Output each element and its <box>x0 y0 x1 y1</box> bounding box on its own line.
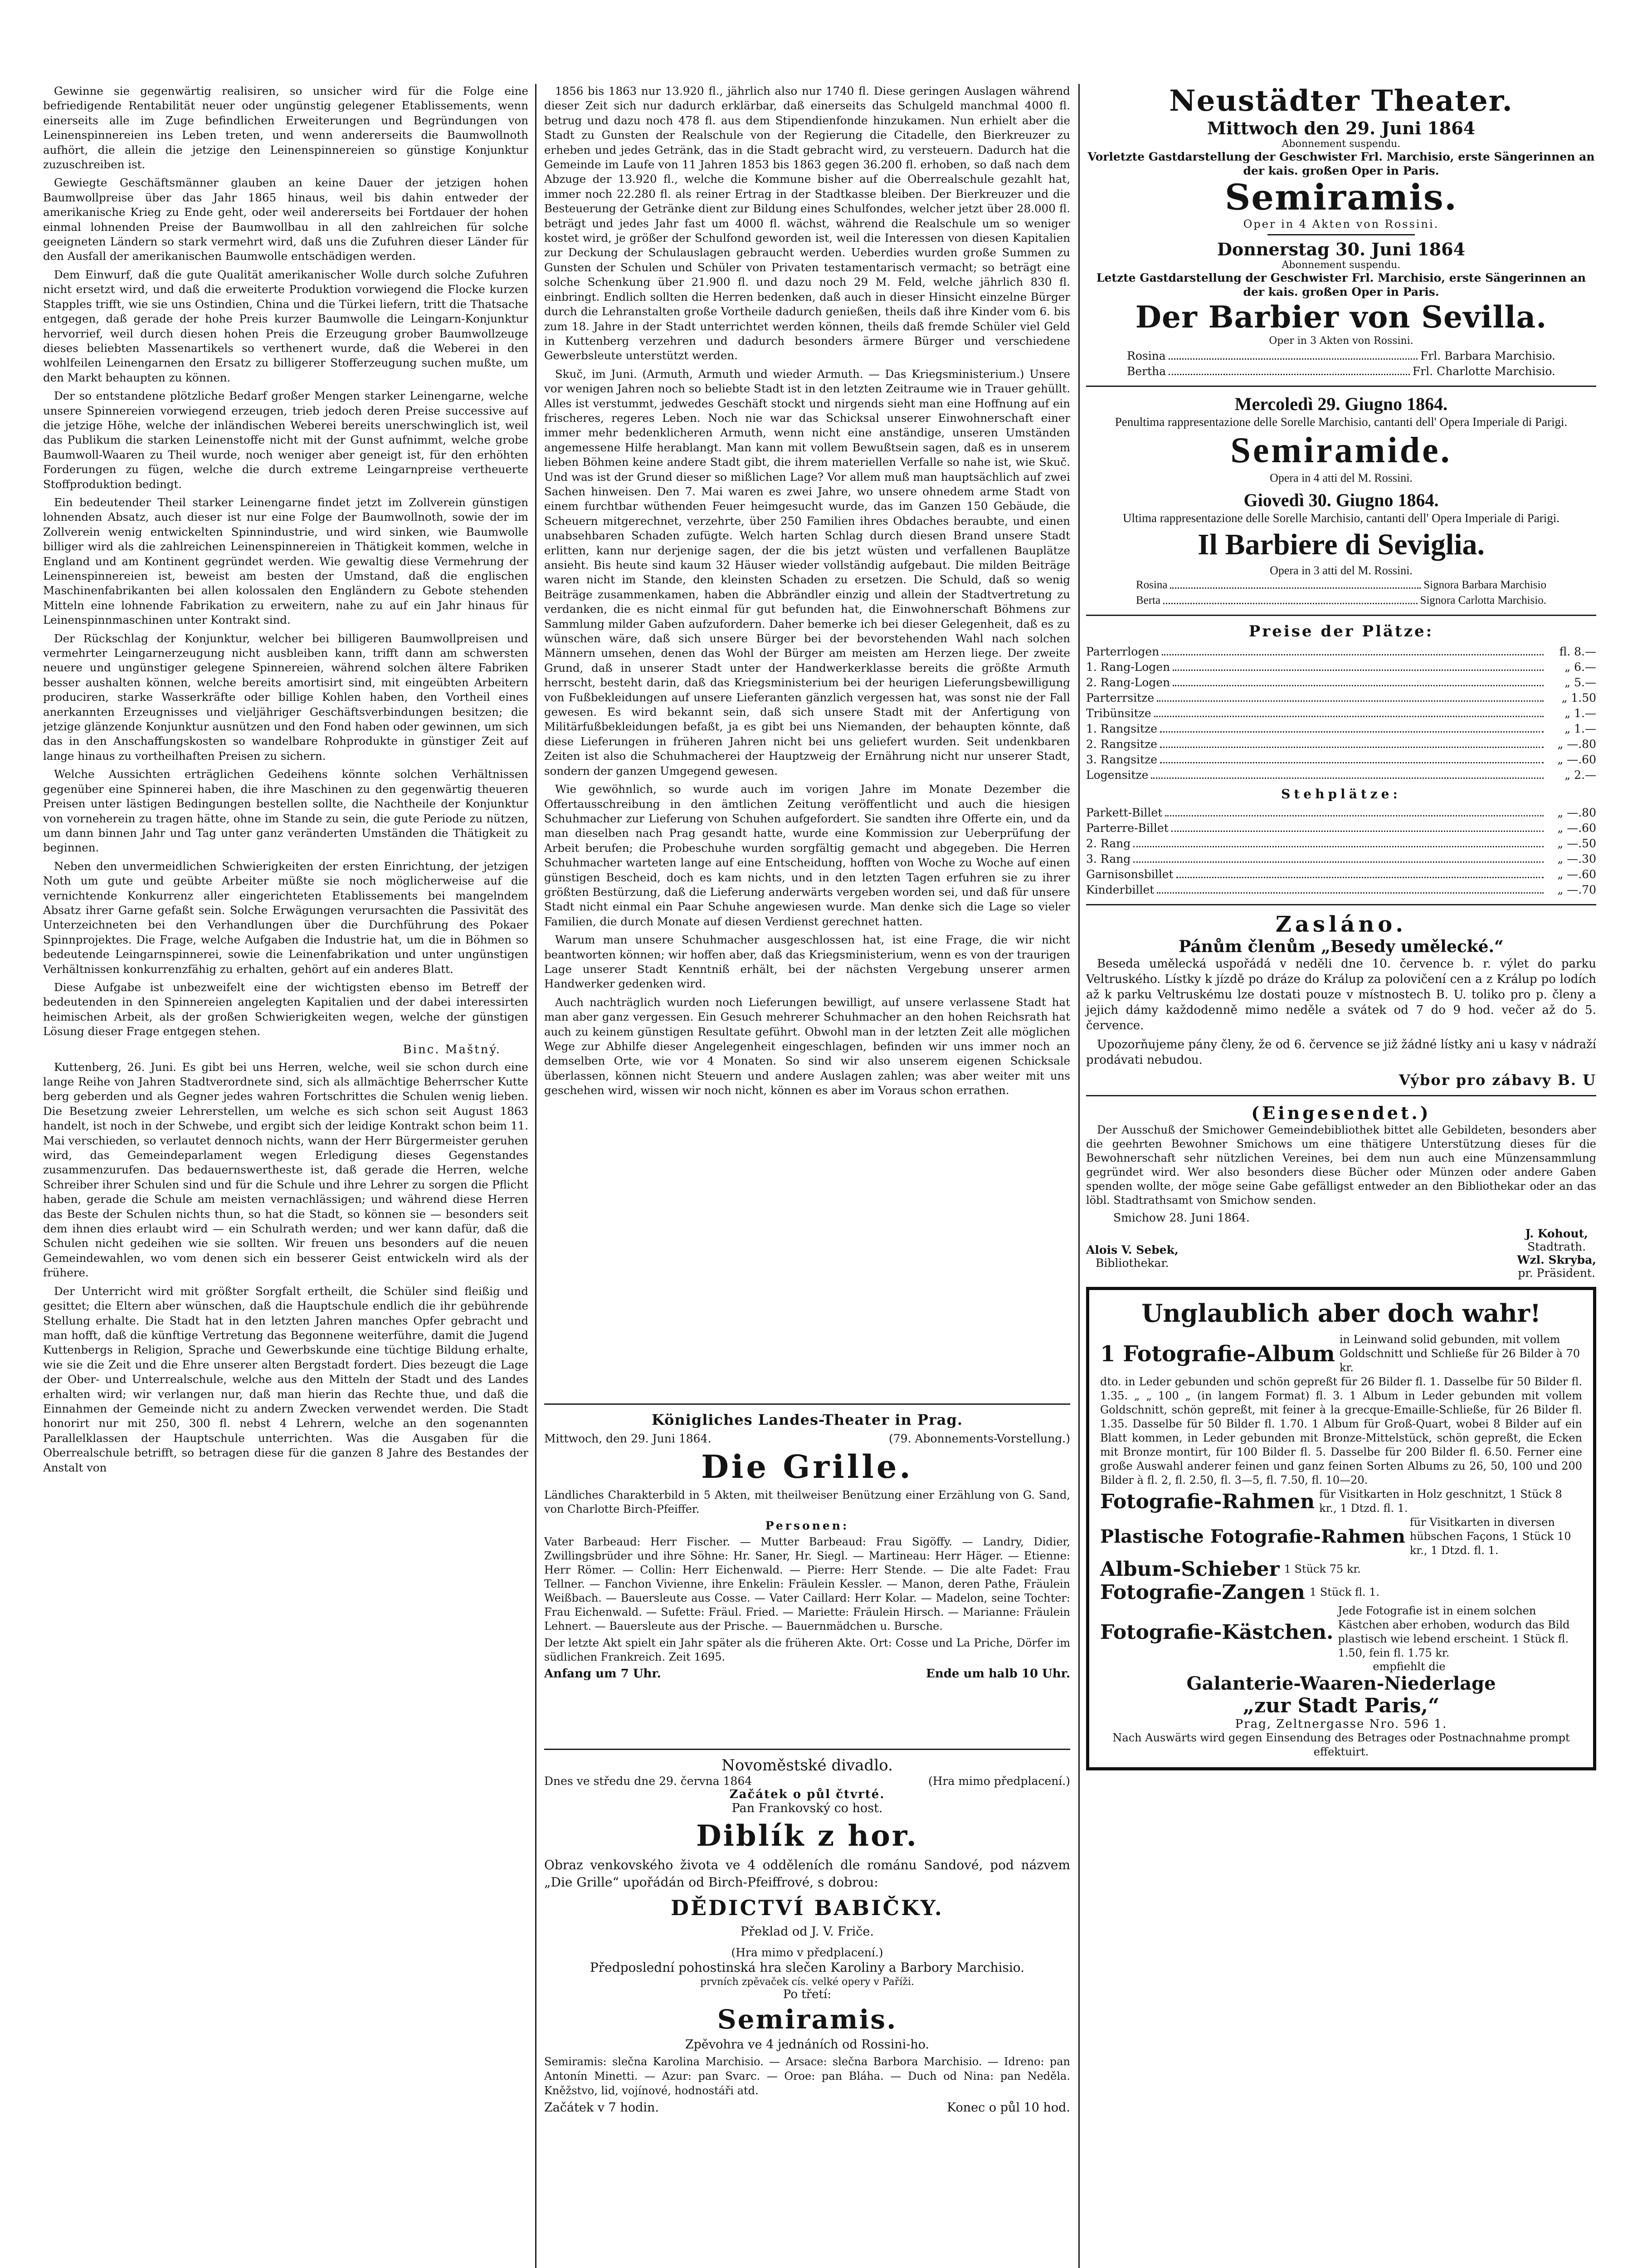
seat-label: 1. Rangsitze <box>1086 722 1158 735</box>
leader-dots <box>1160 752 1544 763</box>
kuttenberg-report-continued: Der Unterricht wird mit größter Sorgfalt ertheilt, die Schüler sind fleißig und gesittet; die Eltern aber wünschen, daß die Hauptschule endlich die ihr gebührende Stellung erhalte. Die Stadt hat in den letzten Jahren manches Opfer gebracht und man hofft, daß die künftige Vertretung das Begonnene weiterführe, damit die Jugend Kuttenbergs in Religion, Sprache und Gewerbskunde eine tüchtige Bildung erhalte, wie sie die Zeit und die Ehre unserer alten Bergstadt fordert. Dies bezeugt die Lage der Ober- und Unterrealschule, welche aus den Mitteln der Stadt und des Landes erhalten wird; wir verlangen nur, daß man hierin das Rechte thue, und daß die Einnahmen der Gemeinde nicht zu andern Zwecken verwendet werden. Die Stadt honorirt nur mit 250, 300 fl. nebst 4 Lehrern, welche an den sogenannten Parallelklassen der Hauptschule unterrichten. Was die Ausgaben für die Oberrealschule betrifft, so betragen diese für die ganzen 8 Jahre des Bestandes der Anstalt von <box>43 1284 528 1474</box>
play-end: Ende um halb 10 Uhr. <box>926 1667 1070 1681</box>
neustadter-play1-sub: Oper in 4 Akten von Rossini. <box>1243 218 1439 230</box>
article-paragraph: Dem Einwurf, daß die gute Qualität amerikanischer Wolle durch solche Zufuhren nicht ersetzt wird, und daß die erweiterte Produktion vorwiegend die Flocke kurzen Stapples trifft, wie sie uns Ostindien, China und die Türkei liefern, tritt die Thatsache entgegen, daß gerade der hohe Preis kurzer Baumwolle die Leingarn-Konjunktur hervorrief, weil durch diesen hohen Preis die Erzeugung grober Baumwollzeuge dieses beliebten Massenartikels so verthenert wurde, daß die Weberei in den wohlfeilen Leinengarnen den Ersatz zu billigerer Stofferzeugung suchen mußte, um den Markt behaupten zu können. <box>43 268 528 384</box>
novomestske-play2: DĚDICTVÍ BABIČKY. <box>671 1896 944 1920</box>
price-row <box>1086 767 1596 783</box>
signature-role: Bibliothekar. <box>1096 1256 1169 1270</box>
cast-row <box>1136 593 1546 608</box>
seat-label: 3. Rangsitze <box>1086 753 1158 766</box>
novomestske-end2: Konec o půl 10 hod. <box>947 2101 1070 2115</box>
seat-price: „ 1.50 <box>1561 691 1596 704</box>
ad-footer: Nach Auswärts wird gegen Einsendung des Betrages oder Postnachnahme prompt effektuirt. <box>1112 1731 1570 1758</box>
zaslano-notice <box>1086 912 1596 1089</box>
ad-recommends: empfiehlt die <box>1373 1660 1446 1673</box>
eingesendet-signatures <box>1086 1227 1596 1280</box>
article-paragraph: Gewinne sie gegenwärtig realisiren, so unsicher wird für die Folge eine befriedigende Rentabilität neuer oder ungünstig gelegener Etablissements, wenn einerseits alle im Zuge befindlichen Erweiterungen und Begründungen von Leinenspinnereien ins Leben treten, und wenn andererseits die Baumwollnoth aufhört, die allein die jetzige den Leinenspinnereien so günstige Konjunktur zuzuschreiben ist. <box>43 84 528 171</box>
price-row <box>1086 821 1596 836</box>
cast-row <box>1127 364 1555 379</box>
kuttenberg-report: Kuttenberg, 26. Juni. Es gibt bei uns Herren, welche, weil sie schon durch eine lange Reihe von Jahren Stadtverordnete sind, sich als allmächtige Beherrscher Kutte berg geberden und als Gegner jedes wahren Fortschrittes die Schulen wenig lieben. Die Besetzung zweier Lehrerstellen, um welche es sich schon seit August 1863 handelt, ist noch in der Schwebe, und ergibt sich der leidige Kontrakt schon beim 11. Mai verschieden, so verlautet dennoch nichts, wann der Herr Bürgermeister geruhen wird, das Gemeindeparlament wegen Erledigung dieses Gegenstandes zusammenzurufen. Das bedauernswertheste ist, daß gerade die Herren, welche Schreiber ihrer Schulen sind und für die Schule und ihre Lehrer zu sorgen die Pflicht haben, gerade die Schule am meisten vernachlässigen; und während diese Herren das Beste der Schulen nichts thun, so hat die Stadt, so können sie — besonders seit dem ihnen dies erlaubt wird — ein Schulrath werden; und wer kann dafür, daß die Schulen nicht gedeihen wie sie sollten. Wir freuen uns besonders auf die neuen Gemeindewahlen, wo vom denen sich ein besserer Geist entwickeln wird als der frühere. <box>43 1060 528 1280</box>
seat-price: „ 5.— <box>1564 676 1596 689</box>
seat-label: Logensitze <box>1086 768 1149 782</box>
signature-role: pr. Präsident. <box>1518 1266 1595 1280</box>
play-description: Ländliches Charakterbild in 5 Akten, mit theilweiser Benützung einer Erzählung von G. Sand, von Charlotte Birch-Pfeiffer. <box>544 1489 1070 1515</box>
seat-price: fl. 8.— <box>1559 645 1596 658</box>
play-title: Die Grille. <box>701 1448 913 1486</box>
ad-big-text: Fotografie-Rahmen <box>1100 1490 1315 1513</box>
seat-label: Parterrlogen <box>1086 645 1160 658</box>
neustadter-wed: Mittwoch den 29. Juni 1864 <box>1207 118 1476 138</box>
price-row <box>1086 737 1596 752</box>
theater-abonnement: (79. Abonnements-Vorstellung.) <box>889 1432 1070 1445</box>
novomestske-times <box>544 2101 1070 2115</box>
play-start: Anfang um 7 Uhr. <box>544 1667 661 1681</box>
cast-actor: Frl. Barbara Marchisio. <box>1420 349 1555 362</box>
seat-price: „ 6.— <box>1564 660 1596 674</box>
ad-line <box>1100 1487 1582 1515</box>
ad-small-text: für Visitkarten in Holz geschnitzt, 1 Stück 8 kr., 1 Dtzd. fl. 1. <box>1319 1488 1562 1515</box>
price-row <box>1086 675 1596 690</box>
italian-cast <box>1086 577 1596 608</box>
ad-small-text: Jede Fotografie ist in einem solchen Kästchen aber erhoben, wodurch das Bild plastisch wie lebend erscheint. 1 Stück fl. 1.50, fein fl. 1.75 kr. <box>1338 1604 1570 1659</box>
seat-price-rows <box>1086 644 1596 783</box>
persons-heading: Personen: <box>765 1519 849 1532</box>
leader-dots <box>1169 364 1410 375</box>
seat-price: „ 1.— <box>1564 707 1596 720</box>
neustadter-play2: Der Barbier von Sevilla. <box>1135 299 1547 335</box>
seat-label: Parterre-Billet <box>1086 821 1169 835</box>
article-paragraph: Diese Aufgabe ist unbezweifelt eine der wichtigsten ebenso im Betreff der bedeutenden in den Spinnereien angelegten Kapitalien und der dabei interessirten heimischen Arbeit, als der großen Schwierigkeiten wegen, welche der günstigen Lösung dieser Frage entgegen stehen. <box>43 980 528 1038</box>
middle-column <box>544 84 1070 2268</box>
ad-small-text: für Visitkarten in diversen hübschen Façons, 1 Stück 10 kr., 1 Dtzd. fl. 1. <box>1409 1516 1571 1557</box>
neustadter-cast <box>1086 348 1596 379</box>
italian-play2: Il Barbiere di Seviglia. <box>1197 528 1485 561</box>
leader-dots <box>1165 805 1544 816</box>
article-paragraph: Warum man unsere Schuhmacher ausgeschlossen hat, ist eine Frage, die wir nicht beantworten können; wir hoffen aber, daß das Kriegsministerium, wenn es von der traurigen Lage unserer Stadt Kenntniß erhält, bei der nächsten Vergebung unserer armen Handwerker gedenken wird. <box>544 933 1070 991</box>
section-divider <box>1086 386 1596 387</box>
newspaper-page <box>43 84 1596 2268</box>
price-row <box>1086 706 1596 721</box>
zaslano-text: Beseda umělecká uspořádá v neděli dne 10. července b. r. výlet do parku Veltruského. Lístky k jízdě po dráze do Králup za polovičení cen a z Králup po lodích až k parku Veltruskému lze dostati pouze v místnostech B. U. toliko pro p. členy a jejich dámy každodenně mimo neděle a svátek od 7 do 9 hod. večer až do 5. července. <box>1086 957 1596 1032</box>
neustadter-play1: Semiramis. <box>1225 177 1457 218</box>
middle-articles <box>544 84 1070 1397</box>
leader-dots <box>1133 851 1544 863</box>
section-divider <box>1086 615 1596 616</box>
price-row <box>1086 882 1596 898</box>
leader-dots <box>1151 767 1544 779</box>
article-paragraph: Wie gewöhnlich, so wurde auch im vorigen Jahre im Monate Dezember die Offertausschreibung in den ämtlichen Zeitung veröffentlicht und auch die hiesigen Schuhmacher zur Lieferung von Schuhen aufgefordert. Sie sandten ihre Offerte ein, und da man dieselben nach Prag gesandt hatte, wurde eine Kommission zur Ueberprüfung der Arbeit berufen; die Probeschuhe wurden sorgfältig gemacht und abgegeben. Die Herren Schuhmacher warteten lange auf eine Entscheidung, hofften von Woche zu Woche auf einen günstigen Bescheid, doch es kam nichts, und in den letzten Tagen erfuhren sie zu ihrer größten Bestürzung, daß die Lieferung anderwärts vergeben worden sei, und daß für unsere Stadt nicht einmal ein Paar Schuhe angewiesen wurde. Man denke sich die Lage so vieler Familien, die durch Monate auf diesen Verdienst gerechnet hatten. <box>544 782 1070 928</box>
neustadter-wed-desc: Vorletzte Gastdarstellung der Geschwister Frl. Marchisio, erste Sängerinnen an der kais. großen Oper in Paris. <box>1087 150 1595 177</box>
novomestske-third: Po třetí: <box>783 1988 832 2001</box>
leader-dots <box>1160 737 1544 748</box>
seat-price: „ 1.— <box>1564 722 1596 735</box>
ad-big-text: Album-Schieber <box>1100 1558 1280 1581</box>
seat-price: „ —.70 <box>1557 883 1596 896</box>
section-divider <box>1086 904 1596 905</box>
article-paragraph: Welche Aussichten erträglichen Gedeihens könnte solchen Verhältnissen gegenüber eine Spinnerei haben, die ihre Maschinen zu den gegenwärtig theueren Preisen unter lästigen Bedingungen bestellen sollte, die Nachtheile der Konjunktur von vorneherein zu tragen hätte, ohne im Stande zu sein, die gute Periode zu nützen, um dann binnen Jahr und Tag unter ganz veränderten Umständen die Thätigkeit zu beginnen. <box>43 767 528 855</box>
theater-dateline <box>544 1432 1070 1445</box>
article-paragraph: 1856 bis 1863 nur 13.920 fl., jährlich also nur 1740 fl. Diese geringen Auslagen während dieser Zeit sich nur dadurch erklärbar, daß einerseits das Schulgeld manchmal 4000 fl. betrug und dazu noch 478 fl. aus dem Stipendienfonde hinzukamen. Nun erhielt aber die Stadt zu Gunsten der Realschule von der Regierung die Citadelle, den Bierkreuzer zu erheben und jedes Getränk, das in die Stadt gebracht wird, zu versteuern. Dadurch hat die Gemeinde im Laufe von 11 Jahren 1853 bis 1863 gegen 36.200 fl. erhoben, so daß nach dem Abzuge der 13.920 fl., welche die Kommune bisher auf die Oberrealschule gezahlt hat, immer noch 22.280 fl. als reiner Ertrag in der Stadtkasse bleiben. Der Bierkreuzer und die Besteuerung der Getränke dient zur Bildung eines Schulfondes, welcher jetzt über 28.000 fl. beträgt und jedes Jahr fast um 4000 fl. wächst, während die Realschule um so weniger kostet wird, je größer der Schulfond geworden ist, weil die Interessen von diesen Kapitalien zur Deckung der Schulauslagen gebraucht werden. Ueberdies wurden große Summen zu Gunsten der Schulen und Schüler von Privaten testamentarisch vermacht; so beträgt eine solche Schenkung über 21.900 fl. und dazu noch 29 M. Feld, welche jährlich 830 fl. einbringt. Endlich sollten die Herren bedenken, daß auch in dieser Hinsicht einzelne Bürger durch die Lehranstalten große Vortheile dadurch genießen, theils daß ihre Kinder vom 6. bis zum 18. Jahre in der Stadt unterrichtet werden können, theils daß fremde Schüler viel Geld in Kuttenberg verzehren und dadurch besonders ärmere Bürger und verschiedene Gewerbsleute unterstützt werden. <box>544 84 1070 362</box>
italian-notice <box>1086 393 1596 608</box>
seat-label: 1. Rang-Logen <box>1086 660 1170 674</box>
cast-role: Rosina <box>1136 579 1168 591</box>
column-rule <box>535 84 536 2268</box>
eingesendet-text: Der Ausschuß der Smichower Gemeindebibliothek bittet alle Gebildeten, besonders aber die geehrten Bewohner Smichows um eine thätigere Unterstützung dieses für die Bewohnerschaft sehr nützlichen Vereines, bei dem nun auch eine Münzensammlung gegründet wird. Wer also besonders diese Bücher oder Münzen oder andere Gaben spenden wollte, der möge seine Gabe gefälligst entweder an den Bibliothekar oder an das löbl. Stadtrathsamt von Smichow senden. <box>1086 1124 1596 1207</box>
novomestske-date: Dnes ve středu dne 29. června 1864 <box>544 1774 752 1788</box>
eingesendet-title: (Eingesendet.) <box>1251 1103 1431 1123</box>
cast-row <box>1127 348 1555 364</box>
seat-price: „ 2.— <box>1564 768 1596 782</box>
novomestske-desc1: Obraz venkovského života ve 4 odděleních dle románu Sandové, pod názvem „Die Grille“ upořádán od Birch-Pfeiffrové, s dobrou: <box>544 1857 1070 1890</box>
novomestske-notice <box>544 1756 1070 2268</box>
zaslano-title: Zasláno. <box>1275 912 1407 937</box>
ad-line <box>1100 1581 1582 1604</box>
price-row <box>1086 805 1596 821</box>
price-row <box>1086 660 1596 675</box>
seat-price: „ —.50 <box>1557 837 1596 850</box>
seat-label: 2. Rang <box>1086 837 1131 850</box>
standing-title: Stehplätze: <box>1281 787 1401 802</box>
article-paragraph: Gewiegte Geschäftsmänner glauben an keine Dauer der jetzigen hohen Baumwollpreise über das Jahr 1865 hinaus, weil bis dahin entweder der amerikanische Krieg zu Ende geht, oder weil andererseits bei Fortdauer der hohen einmal lohnenden Preise der Baumwollbau in all den zahlreichen für solche geeigneten Ländern so stark vermehrt wird, daß uns die Zufuhren dieser Länder für den Ausfall der amerikanischen Baumwolle entschädigen werden. <box>43 176 528 263</box>
landes-theater-notice <box>544 1411 1070 1742</box>
ad-text: dto. in Leder gebunden und schön gepreßt für 26 Bilder fl. 1. Dasselbe für 50 Bilder fl. 1.35. „ „ 100 „ (in langem Format) fl. 3. 1 Album in Leder gebunden mit vollem Goldschnitt, schön gepreßt, mit feiner à la grecque-Emaille-Schließe, für 26 Bilder fl. 1.35. Dasselbe für 50 Bilder fl. 1.70. 1 Album für Groß-Quart, wobei 8 Bilder auf ein Blatt kommen, in Leder gebunden mit Bronze-Mittelstück, schön gepreßt, die Ecken mit Bronze montirt, für 100 Bilder fl. 5. Dasselbe für 200 Bilder fl. 6.50. Ferner eine große Auswahl anderer feinen und ganz feinen Sorten Albums zu 26, 50, 100 und 200 Bilder à fl. 2, fl. 2.50, fl. 3—5, fl. 7.50, fl. 10—20. <box>1100 1375 1582 1486</box>
price-row <box>1086 851 1596 867</box>
italian-thu: Giovedì 30. Giugno 1864. <box>1243 490 1439 510</box>
italian-thu-desc: Ultima rappresentazione delle Sorelle Marchisio, cantanti dell' Opera Imperiale di Parigi. <box>1122 511 1559 525</box>
play-times <box>544 1667 1070 1681</box>
seat-label: 3. Rang <box>1086 852 1131 865</box>
seat-label: Kinderbillet <box>1086 883 1155 896</box>
section-divider <box>1086 1095 1596 1096</box>
leader-dots <box>1133 836 1544 847</box>
ad-small-text: in Leinwand solid gebunden, mit vollem Goldschnitt und Schließe für 26 Bilder à 70 kr. <box>1339 1333 1580 1374</box>
seat-price: „ —.60 <box>1557 868 1596 881</box>
seat-label: Tribünsitze <box>1086 707 1151 720</box>
seat-price: „ —.60 <box>1557 821 1596 835</box>
play-cast: Vater Barbeaud: Herr Fischer. — Mutter Barbeaud: Frau Sigöffy. — Landry, Didier, Zwillingsbrüder und ihre Söhne: Hr. Saner, Hr. Siegl. — Martineau: Herr Häger. — Etienne: Herr Römer. — Collin: Herr Eichenwald. — Pierre: Herr Stende. — Die alte Fadet: Frau Tellner. — Fanchon Vivienne, ihre Enkelin: Fräulein Kessler. — Manon, deren Pathe, Fräulein Weißbach. — Bauersleute aus Cosse. — Vater Caillard: Herr Kolar. — Madelon, seine Tochter: Frau Eichenwald. — Sufette: Fräul. Fried. — Mariette: Fräulein Hirsch. — Marianne: Fräulein Lehnert. — Bauersleute aus der Prische. — Bauernmädchen u. Bursche. <box>544 1535 1070 1633</box>
italian-play2-sub: Opera in 3 atti del M. Rossini. <box>1270 564 1413 577</box>
novomestske-desc3: Zpěvohra ve 4 jednáních od Rossini-ho. <box>685 2038 930 2052</box>
section-divider <box>544 1749 1070 1750</box>
eingesendet-place-date: Smichow 28. Juni 1864. <box>1113 1211 1250 1224</box>
seat-price: „ —.80 <box>1557 806 1596 819</box>
article-paragraph: Auch nachträglich wurden noch Lieferungen bewilligt, auf unsere verlassene Stadt hat man aber ganz vergessen. Ein Gesuch mehrerer Schuhmacher an den hohen Reichsrath hat auch zu keinem günstigen Resultate geführt. Obwohl man in der letzten Zeit alle möglichen Wege zur Abhilfe dieser Angelegenheit eingeschlagen, befinden wir uns immer noch an demselben Orte, wie vor 4 Monaten. So sind wir also unserem eigenen Schicksale überlassen, können nicht Steuern und andere Auslagen zahlen; was aber weiter mit uns geschehen wird, wissen wir noch nicht, können es aber im Voraus schon errathen. <box>544 995 1070 1097</box>
novomestske-guest: Pan Frankovský co host. <box>731 1801 883 1815</box>
zaslano-text2: Upozorňujeme pány členy, že od 6. července se již žádné lístky ani u kasy v nádraží prodávati nebudou. <box>1086 1038 1596 1067</box>
novomestske-date-note: (Hra mimo předplacení.) <box>928 1774 1070 1788</box>
neustadter-abon2: Abonnement suspendu. <box>1282 259 1401 271</box>
leader-dots <box>1157 882 1544 894</box>
theater-title: Königliches Landes-Theater in Prag. <box>651 1411 963 1428</box>
signature-name: Wzl. Skryba, <box>1517 1253 1596 1266</box>
ad-big-text: Fotografie-Zangen <box>1100 1581 1305 1604</box>
ad-line <box>1100 1558 1582 1581</box>
novomestske-title: Novoměstské divadlo. <box>721 1756 893 1774</box>
ad-title: Unglaublich aber doch wahr! <box>1141 1299 1541 1328</box>
signature-role: Stadtrath. <box>1527 1240 1586 1253</box>
column-rule <box>1078 84 1080 2268</box>
price-row <box>1086 721 1596 737</box>
photo-album-advertisement <box>1086 1287 1596 1770</box>
cast-actor: Signora Barbara Marchisio <box>1423 579 1546 591</box>
ad-shop2: „zur Stadt Paris,“ <box>1243 1694 1440 1717</box>
cast-role: Bertha <box>1127 365 1166 378</box>
neustadter-theater-notice <box>1086 84 1596 379</box>
leader-dots <box>1173 660 1544 671</box>
leader-dots <box>1169 348 1418 360</box>
leader-dots <box>1170 577 1421 589</box>
neustadter-play2-sub: Oper in 3 Akten von Rossini. <box>1269 335 1413 347</box>
right-column <box>1086 84 1596 1770</box>
price-list <box>1086 622 1596 898</box>
novomestske-farewell: Předposlední pohostinská hra slečen Karoliny a Barbory Marchisio. <box>590 1960 1025 1975</box>
ad-big-text: Fotografie-Kästchen. <box>1100 1620 1334 1644</box>
italian-wed-desc: Penultima rappresentazione delle Sorelle Marchisio, cantanti dell' Opera Imperiale di Parigi. <box>1115 415 1568 429</box>
novomestske-dateline <box>544 1774 1070 1788</box>
ad-small-text: 1 Stück 75 kr. <box>1284 1563 1361 1575</box>
novomestske-play3: Semiramis. <box>717 2004 897 2035</box>
seat-label: Parkett-Billet <box>1086 806 1163 819</box>
section-divider <box>544 1403 1070 1405</box>
seat-label: Parterrsitze <box>1086 691 1155 704</box>
novomestske-play1: Diblík z hor. <box>696 1819 918 1853</box>
ad-big-text: Plastische Fotografie-Rahmen <box>1100 1526 1405 1547</box>
price-row <box>1086 644 1596 660</box>
article-signature: Binc. Maštný. <box>403 1042 501 1056</box>
signature-block <box>1086 1227 1179 1280</box>
leader-dots <box>1154 706 1544 717</box>
neustadter-thu-desc: Letzte Gastdarstellung der Geschwister Frl. Marchisio, erste Sängerinnen an der kais. großen Oper in Paris. <box>1096 271 1586 298</box>
ad-line <box>1100 1333 1582 1375</box>
leader-dots <box>1160 721 1544 733</box>
leader-dots <box>1176 867 1544 878</box>
signature-name: Alois V. Sebek, <box>1086 1243 1179 1256</box>
cast-role: Berta <box>1136 594 1161 606</box>
novomestske-note2: (Hra mimo v předplacení.) <box>731 1946 883 1959</box>
signature-name: J. Kohout, <box>1525 1227 1588 1240</box>
ad-line <box>1100 1604 1582 1660</box>
leader-dots <box>1162 644 1544 655</box>
seat-price: „ —.60 <box>1557 753 1596 766</box>
novomestske-start: Začátek o půl čtvrté. <box>729 1788 885 1801</box>
seat-label: 2. Rangsitze <box>1086 738 1158 751</box>
ad-shop: Galanterie-Waaren-Niederlage <box>1186 1673 1496 1694</box>
novomestske-farewell2: prvních zpěvaček cís. velké opery v Paříži. <box>700 1976 914 1988</box>
signature-block <box>1517 1227 1596 1280</box>
price-row <box>1086 836 1596 851</box>
seat-label: Garnisonsbillet <box>1086 868 1174 881</box>
eingesendet-notice <box>1086 1103 1596 1280</box>
cast-actor: Frl. Charlotte Marchisio. <box>1412 365 1555 378</box>
neustadter-title: Neustädter Theater. <box>1169 84 1513 118</box>
article-paragraph: Der so entstandene plötzliche Bedarf großer Mengen starker Leinengarne, welche unsere Spinnereien vorwiegend erzeugen, trieb jedoch deren Preise successive auf die jetzige Höhe, welche der inländischen Weberei bereits unerschwinglich ist, weil das Publikum die starken Leinenstoffe nicht mit der Gunst aufnimmt, welche grobe Baumwoll-Waaren zu Theil wurde, noch weniger aber geneigt ist, für den erhöhten Forderungen zu fügen, welche die durch extreme Leingarnpreise vertheuerte Stoffproduktion bedingt. <box>43 389 528 491</box>
seat-price: „ —.80 <box>1557 738 1596 751</box>
price-row <box>1086 752 1596 767</box>
neustadter-abon1: Abonnement suspendu. <box>1282 138 1401 150</box>
italian-wed: Mercoledì 29. Giugno 1864. <box>1234 394 1448 414</box>
prices-title: Preise der Plätze: <box>1248 622 1434 640</box>
seat-label: 2. Rang-Logen <box>1086 676 1170 689</box>
novomestske-translator: Překlad od J. V. Friče. <box>741 1925 874 1939</box>
italian-play1: Semiramide. <box>1230 430 1452 470</box>
ad-small-text: 1 Stück fl. 1. <box>1309 1586 1380 1598</box>
cast-actor: Signora Carlotta Marchisio. <box>1420 594 1546 606</box>
neustadter-thu: Donnerstag 30. Juni 1864 <box>1217 239 1466 259</box>
theater-date: Mittwoch, den 29. Juni 1864. <box>544 1432 711 1445</box>
article-paragraph: Skuč, im Juni. (Armuth, Armuth und wieder Armuth. — Das Kriegsministerium.) Unsere vor wenigen Jahren noch so beliebte Stadt ist in den letzten Zeitraume wie in Trauer gehüllt. Alles ist verstummt, jedwedes Geschäft stockt und nirgends sieht man eine Hoffnung auf ein frischeres, regeres Leben. Noch nie war das Schicksal unserer Einwohnerschaft einer immer mehr bedenklicheren Armuth, wenn nicht eine anständige, unseren Umständen angemessene Hilfe herablangt. Man kann mit vollem Bewußtsein sagen, daß es in unserem lieben Böhmen keine andere Stadt gibt, die ihrem materiellen Verfalle so nahe ist, wie Skuč. Und was ist der Grund dieser so mißlichen Lage? Vor allem muß man hauptsächlich auf zwei Sachen hinweisen. Den 7. Mai waren es zwei Jahre, wo unsere ohnedem arme Stadt von einem furchtbar wüthenden Feuer heimgesucht wurde, das im Ganzen 150 Gebäude, die Scheuern mitgerechnet, verzehrte, über 250 Familien ihres Obdaches beraubte, und einen unabsehbaren Schaden zufügte. Welch harten Schlag durch diesen Brand unsere Stadt erlitten, kann nur derjenige sagen, der die bis jetzt wüsten und verfallenen Bauplätze ansieht. Bis heute sind kaum 32 Häuser wieder vollständig aufgebaut. Die milden Beiträge waren nicht im Stande, den kleinsten Schaden zu ersetzen. Die Schuld, daß so wenig Beiträge zusammenkamen, haben die Abbrändler einzig und allein der Stadtvertretung zu verdanken, die es nicht einmal für gut befunden hat, die Einwohnerschaft Böhmens zur Sammlung milder Gaben aufzufordern. Daher bemerke ich bei dieser Gelegenheit, daß es zu wünschen wäre, daß sich unsere Bürger bei der bevorstehenden Wahl nach solchen Männern umsehen, denen das Wohl der Bürger am meisten am Herzen liege. Der zweite Grund, daß in unserer Stadt unter der Handwerkerklasse bereits die größte Armuth herrscht, besteht darin, daß das Kriegsministerium bei der heurigen Lieferungsbewilligung von Fußbekleidungen auf unsere Lieferanten gänzlich vergessen hat, was sonst nie der Fall gewesen. Es wird bekannt sein, daß sich unsere Stadt mit der Anfertigung von Militärfußbekleidungen befaßt, ja es gibt bei uns Niemanden, der behaupten könnte, daß diese Lieferungen in früheren Jahren nicht bei uns geliefert wurden. Seit undenkbaren Zeiten ist also die Schuhmacherei der Hauptzweig der Ernährung nicht nur unserer Stadt, sondern der ganzen Umgegend gewesen. <box>544 367 1070 777</box>
leader-dots <box>1173 675 1544 686</box>
leader-dots <box>1163 593 1417 604</box>
article-paragraph: Der Rückschlag der Konjunktur, welcher bei billigeren Baumwollpreisen und vermehrter Leingarnerzeugung nicht ausbleiben kann, trifft dann am schwersten neuere und ungünstiger gelegene Spinnereien, während solchen ältere Fabriken besser aushalten können, welche bereits amortisirt sind, mit eingeübten Arbeitern produciren, starke Wasserkräfte oder billige Kohlen haben, den Vortheil eines anerkannten Erzeugnisses und vieljähriger Geschäftsverbindungen besitzen; die jetzige glänzende Konjunktur ausnützen und den Fond haben oder gewinnen, um sich das in den Anschaffungskosten so wandelbare Rohprodukte in günstiger Zeit auf lange hinaus zu vortheilhaften Preisen zu sichern. <box>43 631 528 763</box>
play-note: Der letzte Akt spielt ein Jahr später als die früheren Akte. Ort: Cosse und La Priche, Dörfer im südlichen Frankreich. Zeit 1695. <box>544 1637 1070 1663</box>
price-row <box>1086 690 1596 706</box>
cast-row <box>1136 577 1546 593</box>
seat-price: „ —.30 <box>1557 852 1596 865</box>
novomestske-cast: Semiramis: slečna Karolina Marchisio. — Arsace: slečna Barbora Marchisio. — Idreno: pan Antonín Minetti. — Azur: pan Svarc. — Oroe: pan Bláha. — Duch od Nina: pan Neděla. Kněžstvo, lid, vojínové, hodnostáři atd. <box>544 2055 1070 2097</box>
cast-role: Rosina <box>1127 349 1166 362</box>
section-divider <box>1267 234 1415 235</box>
zaslano-sign: Výbor pro zábavy B. U <box>1399 1071 1596 1089</box>
left-column <box>43 84 528 2268</box>
zaslano-heading: Pánům členům „Besedy umělecké.“ <box>1179 937 1504 956</box>
article-paragraph: Ein bedeutender Theil starker Leinengarne findet jetzt im Zollverein günstigen lohnenden Absatz, auch dieser ist nur eine Folge der Baumwollnoth, sowie der im Zollverein wenig entwickelten Spinnindustrie, und wird sinken, wie Baumwolle billiger wird als die zahlreichen Leinenspinnereien in Thätigkeit kommen, welche in England und am Kontinent gegründet werden. Wie gewaltig diese Vermehrung der Leinenspinnereien ist, beweist am besten der Umstand, daß die englischen Maschinenfabrikanten bei allen kolossalen den Engländern zu Gebote stehenden Mitteln eine lohnende Fabrikation zu erweitern, nahe zu auf ein Jahr hinaus für Leinenspinnmaschinen unter Kontrakt sind. <box>43 495 528 627</box>
price-row <box>1086 867 1596 882</box>
article-paragraph: Neben den unvermeidlichen Schwierigkeiten der ersten Einrichtung, der jetzigen Noth um gute und geübte Arbeiter müßte sie noch möglicherweise auf die vernichtende Konkurrenz aller eingerichteten Etablissements bei mangelndem Absatz ihrer Garne gefaßt sein. Solche Erwägungen verursachten die Passivität des Unterzeichneten bei den Verhandlungen über die Durchführung des Pokaer Spinnprojektes. Die Frage, welche Aufgaben die Industrie hat, um die in Böhmen so bedeutende Leingarnspinnerei, sowie die Leinenfabrikation und unter ungünstigen Verhältnissen konkurrenzfähig zu erhalten, gehört auf ein anderes Blatt. <box>43 859 528 976</box>
leader-dots <box>1171 821 1544 832</box>
standing-price-rows <box>1086 805 1596 898</box>
ad-big-text: 1 Fotografie-Album <box>1100 1341 1335 1367</box>
ad-address: Prag, Zeltnergasse Nro. 596 1. <box>1235 1717 1447 1731</box>
ad-line <box>1100 1515 1582 1558</box>
italian-play1-sub: Opera in 4 atti del M. Rossini. <box>1270 471 1413 484</box>
novomestske-start2: Začátek v 7 hodin. <box>544 2101 659 2115</box>
leader-dots <box>1157 690 1544 702</box>
